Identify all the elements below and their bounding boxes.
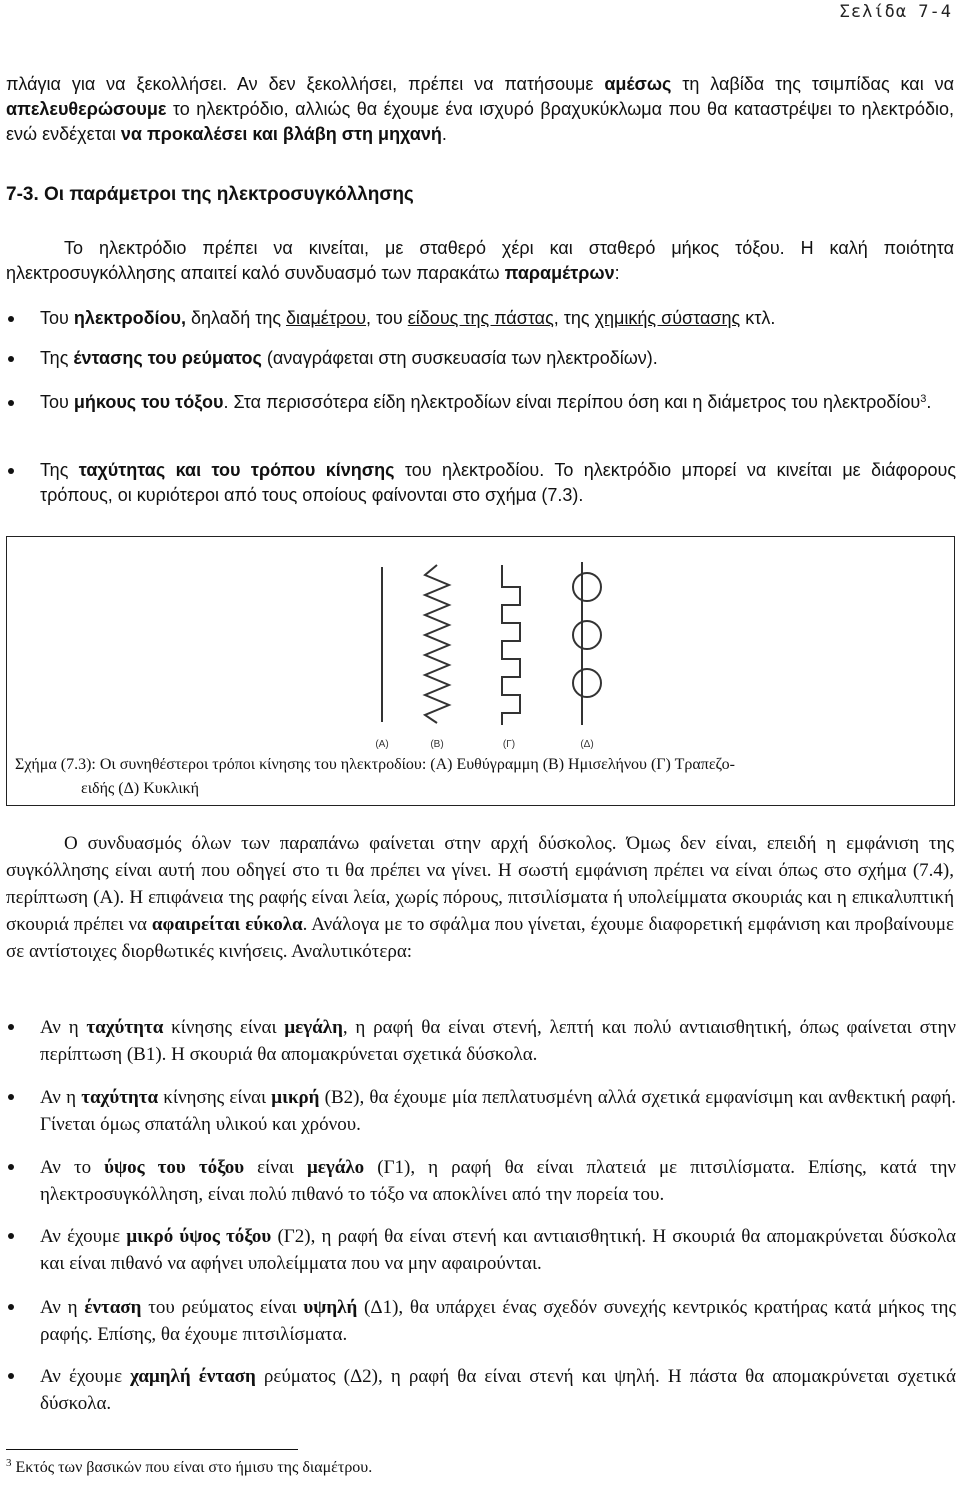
footnote-divider [6,1449,298,1450]
bullet-dot [8,468,14,474]
figure-caption: Σχήμα (7.3): Οι συνηθέστεροι τρόποι κίνησης του ηλεκτροδίου: (Α) Ευθύγραμμη (Β) Ημισελήνου (Γ) Τραπεζο- ειδής (Δ) Κυκλική [15,756,735,797]
circular-loop [573,669,601,697]
bullet-dot [8,316,14,322]
section-heading: 7-3. Οι παράμετροι της ηλεκτροσυγκόλλησης [6,184,414,205]
page-number: Σελίδα 7-4 [839,2,952,22]
figure-label: (Α) [375,739,389,750]
electrode-motion-diagram [337,547,637,757]
bullet-dot [8,356,14,362]
bullet-dot [8,1304,14,1310]
circular-loop [573,573,601,601]
bullet-dot [8,400,14,406]
figure-label: (Γ) [502,739,516,750]
figure-7-3 [6,536,955,806]
bullet-dot [8,1164,14,1170]
params-paragraph: Το ηλεκτρόδιο πρέπει να κινείται, με σταθερό χέρι και σταθερό μήκος τόξου. Η καλή ποιότητα ηλεκτροσυγκόλλησης απαιτεί καλό συνδυασμό των παρακάτω παραμέτρων: [6,238,954,283]
bullet-dot [8,1233,14,1239]
figure-label: (Δ) [580,739,594,750]
footnote: $^3$ Εκτός των βασικών που είναι στο ήμισυ της διαμέτρου. [6,1457,373,1476]
figure-label: (Β) [430,739,444,750]
circular-loop [573,621,601,649]
bullet-dot [8,1373,14,1379]
bullet-dot [8,1094,14,1100]
intro-paragraph: πλάγια για να ξεκολλήσει. Αν δεν ξεκολλήσει, πρέπει να πατήσουμε αμέσως τη λαβίδα της τσιμπίδας και να απελευθερώσουμε το ηλεκτρόδιο, αλλιώς θα έχουμε ένα ισχυρό βραχυκύκλωμα που θα καταστρέψει το ηλεκτρόδιο, ενώ ενδέχεται να προκαλέσει και βλάβη στη μηχανή. [6,74,955,144]
combo-paragraph: Ο συνδυασμός όλων των παραπάνω φαίνεται στην αρχή δύσκολος. Όμως δεν είναι, επειδή η εμφάνιση της συγκόλλησης είναι αυτή που οδηγεί στο τι θα πρέπει να γίνει. Η σωστή εμφάνιση πρέπει να είναι όπως στο σχήμα (7.4), περίπτωση (Α). Η επιφάνεια της ραφής είναι λεία, χωρίς πόρους, πιτσιλίσματα ή υπολείμματα σκουριάς και η επικαλυπτική σκουριά πρέπει να αφαιρείται εύκολα. Ανάλογα με το σφάλμα που γίνεται, έχουμε διαφορετική εμφάνιση και προβαίνουμε σε αντίστοιχες διορθωτικές κινήσεις. Αναλυτικότερα: [6,833,954,962]
trapezoid-path [502,565,520,725]
bullet-dot [8,1024,14,1030]
crescent-path [425,565,449,723]
